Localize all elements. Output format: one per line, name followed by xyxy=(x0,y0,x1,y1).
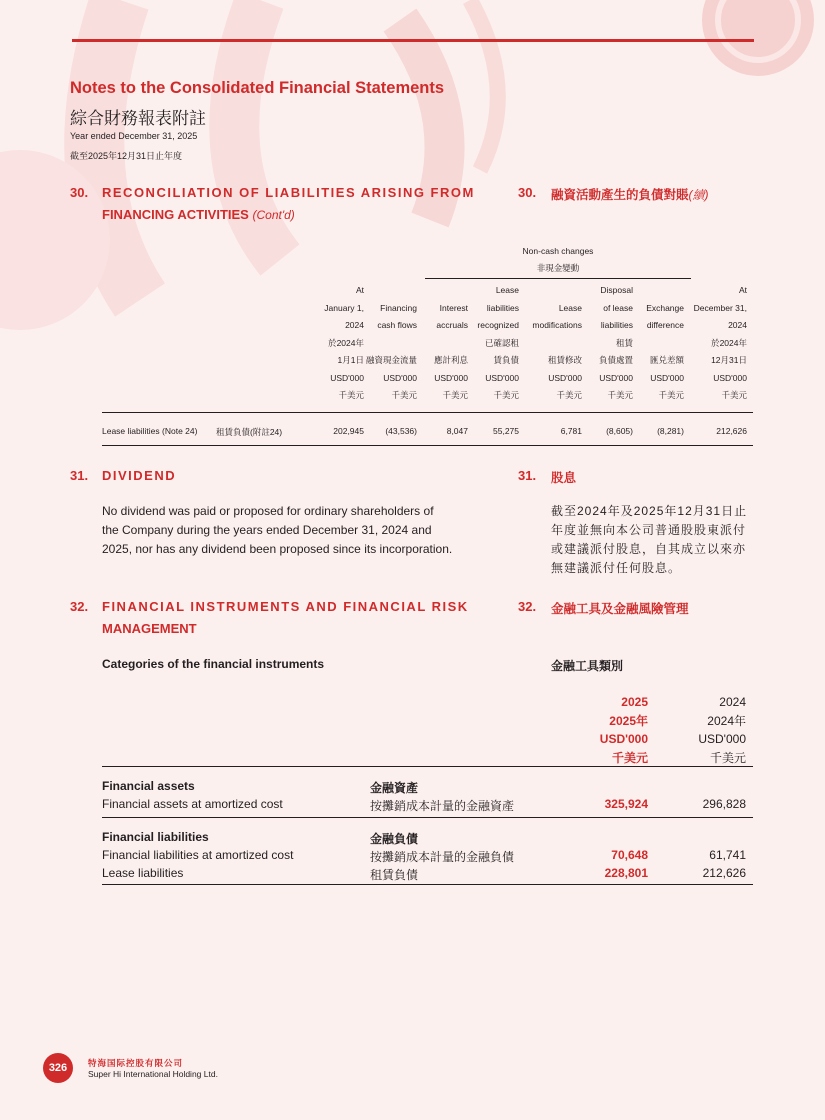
section-32-number: 32. xyxy=(70,599,89,614)
table30-rule xyxy=(102,412,753,413)
table-row: Lease liabilities (Note 24) 租賃負債(附註24) 202,945 (43,536) 8,047 55,275 6,781 (8,605) (8,281) 212,626 xyxy=(102,426,747,437)
col-lease-modifications: Lease modifications 租賃修改 USD'000 千美元 xyxy=(532,302,582,400)
noncash-rule xyxy=(425,278,691,279)
financial-liabilities-block: Financial liabilities 金融負債 Financial liabilities at amortized cost 按攤銷成本計量的金融負債 70,648 61,741 Lease liabilities 租賃負債 228,801 212,626 xyxy=(102,830,746,882)
section-30-heading-zh: 融資活動產生的負債對賬(續) xyxy=(551,188,709,202)
section-30-number: 30. xyxy=(70,185,89,200)
section-31-number: 31. xyxy=(70,468,89,483)
page-number: 326 xyxy=(43,1053,73,1083)
period-en: Year ended December 31, 2025 xyxy=(70,131,198,141)
section-32-number-zh: 32. xyxy=(518,599,537,614)
reconciliation-table-header xyxy=(0,282,825,412)
page-title-zh: 綜合財務報表附註 xyxy=(70,109,206,128)
section-32-heading-line2: MANAGEMENT xyxy=(102,621,197,636)
company-name-en: Super Hi International Holding Ltd. xyxy=(88,1069,218,1079)
section-31-heading: DIVIDEND xyxy=(102,468,177,483)
period-zh: 截至2025年12月31日止年度 xyxy=(70,151,183,161)
company-name-zh: 特海国际控股有限公司 xyxy=(88,1058,184,1068)
col-disposal-lease-liabilities: Disposal of lease liabilities 租賃 負債處置 USD'000 千美元 xyxy=(598,285,633,400)
section-32-heading-zh: 金融工具及金融風險管理 xyxy=(551,602,689,616)
section-32-heading: FINANCIAL INSTRUMENTS AND FINANCIAL RISK xyxy=(102,599,469,614)
categories-subheading-zh: 金融工具類別 xyxy=(551,659,624,673)
col-exchange-difference: Exchange difference 匯兑差額 USD'000 千美元 xyxy=(646,302,684,400)
noncash-header: Non-cash changes 非現金變動 xyxy=(522,246,594,273)
col-financing-cash-flows: Financing cash flows 融資現金流量 USD'000 千美元 xyxy=(365,302,417,400)
col-jan-2024: At January 1, 2024 於2024年 1月1日 USD'000 千美元 xyxy=(324,285,364,400)
page-title: Notes to the Consolidated Financial Statements xyxy=(70,79,445,97)
col-lease-liabilities-recognized: Lease liabilities recognized 已確認租 賃負債 USD'000 千美元 xyxy=(477,285,519,400)
table32-rule-1 xyxy=(102,766,753,767)
section-30-heading-line2: FINANCING ACTIVITIES (Cont'd) xyxy=(102,207,295,222)
col-dec-2024: At December 31, 2024 於2024年 12月31日 USD'000 千美元 xyxy=(693,285,747,400)
section-31-number-zh: 31. xyxy=(518,468,537,483)
dividend-paragraph: No dividend was paid or proposed for ordinary shareholders of the Company during the years ended December 31, 2024 and 2025, nor has any dividend been proposed since its incorporation. xyxy=(102,504,453,556)
top-rule xyxy=(72,39,754,42)
section-30-heading: RECONCILIATION OF LIABILITIES ARISING FROM xyxy=(102,185,475,200)
dividend-paragraph-zh: 截至2024年及2025年12月31日止 年度並無向本公司普通股股東派付 或建議派付股息，自其成立以來亦 無建議派付任何股息。 xyxy=(551,504,748,575)
col-2024-header: 2024 2024年 USD'000 千美元 xyxy=(698,695,746,765)
financial-assets-block: Financial assets 金融資產 Financial assets at amortized cost 按攤銷成本計量的金融資產 325,924 296,828 xyxy=(102,779,746,813)
section-30-number-zh: 30. xyxy=(518,185,537,200)
col-interest-accruals: Interest accruals 應計利息 USD'000 千美元 xyxy=(433,302,468,400)
table30-rule-bottom xyxy=(102,445,753,446)
section-31-heading-zh: 股息 xyxy=(551,471,577,485)
categories-subheading: Categories of the financial instruments xyxy=(102,657,325,671)
table32-rule-3 xyxy=(102,884,753,885)
col-2025-header: 2025 2025年 USD'000 千美元 xyxy=(599,695,648,765)
table32-rule-2 xyxy=(102,817,753,818)
